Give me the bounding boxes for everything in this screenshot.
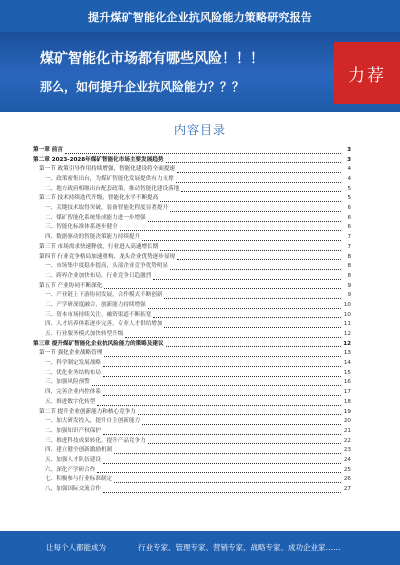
toc-leader-dots [170, 269, 341, 270]
toc-page-number: 27 [343, 486, 351, 493]
toc-entry[interactable] [33, 233, 351, 243]
toc-page-number: 14 [343, 360, 351, 367]
toc-page-number: 7 [347, 243, 351, 250]
banner-question-capability: 那么，如何提升企业抗风险能力？？？ [40, 80, 245, 94]
toc-leader-dots [103, 366, 341, 367]
toc-entry[interactable] [33, 262, 351, 272]
toc-entry-text: 一、市场集中度稳步提高，头部企业竞争优势明显 [45, 263, 169, 270]
toc-leader-dots [160, 201, 341, 202]
toc-title: 内容目录 [173, 123, 226, 137]
toc-page-number: 11 [343, 321, 351, 328]
toc-entry[interactable] [33, 427, 351, 437]
toc-entry[interactable] [33, 243, 351, 253]
toc-entry-text: 第二节 提升企业创新能力和核心竞争力 [39, 408, 136, 415]
toc-entry-text: 四、人才培养体系逐步完善，专业人才供给增加 [45, 321, 163, 328]
toc-entry[interactable] [33, 185, 351, 195]
toc-page-number: 3 [347, 146, 351, 153]
toc-entry-text: 六、深化产学研合作 [45, 466, 96, 473]
toc-entry-text: 第三章 提升煤矿智能化企业抗风险能力的策略及建议 [33, 340, 164, 347]
toc-page-number: 5 [347, 195, 351, 202]
toc-entry[interactable] [33, 291, 351, 301]
toc-entry-text: 一、科学制定发展战略 [45, 360, 101, 367]
toc-leader-dots [97, 472, 341, 473]
toc-entry-text: 第四节 行业竞争格局加速重构，龙头企业优势逐步显现 [39, 253, 176, 260]
toc-leader-dots [142, 240, 341, 241]
toc-entry-text: 二、地方政府相继出台配套政策，推动智能化建设落地 [45, 185, 180, 192]
toc-page-number: 24 [343, 456, 351, 463]
toc-leader-dots [103, 395, 341, 396]
toc-page-number: 4 [347, 176, 351, 183]
toc-page-number: 17 [343, 389, 351, 396]
toc-entry[interactable] [33, 349, 351, 359]
toc-entry[interactable] [33, 456, 351, 466]
toc-page-number: 18 [343, 398, 351, 405]
toc-entry[interactable] [33, 156, 351, 166]
toc-leader-dots [177, 259, 341, 260]
toc-leader-dots [148, 221, 341, 222]
toc-entry-text: 八、加强国际交流合作 [45, 486, 101, 493]
toc-entry-text: 三、加强风险预警 [45, 379, 90, 386]
toc-entry-text: 四、数据驱动的智能决策能力持续提升 [45, 234, 141, 241]
toc-leader-dots [142, 424, 341, 425]
toc-page-number: 22 [343, 437, 351, 444]
toc-page-number: 12 [343, 331, 351, 338]
toc-leader-dots [166, 346, 341, 347]
toc-entry-text: 二、煤矿智能化系统集成能力进一步增强 [45, 214, 146, 221]
toc-entry[interactable] [33, 408, 351, 418]
toc-leader-dots [177, 172, 341, 173]
table-of-contents [33, 146, 351, 495]
toc-leader-dots [148, 443, 341, 444]
toc-entry-text: 一、加大研发投入，提升自主创新能力 [45, 418, 141, 425]
toc-entry-text: 七、积极参与行业标准制定 [45, 476, 113, 483]
toc-leader-dots [170, 211, 341, 212]
toc-entry-text: 一、关键技术取得突破，装备智能化程度显著提升 [45, 205, 169, 212]
toc-entry[interactable] [33, 282, 351, 292]
toc-leader-dots [120, 230, 341, 231]
toc-leader-dots [103, 376, 341, 377]
toc-leader-dots [153, 279, 341, 280]
toc-page-number: 7 [347, 234, 351, 241]
toc-entry[interactable] [33, 466, 351, 476]
toc-entry-text: 一、政策密集出台，为煤矿智能化发展提供有力支撑 [45, 176, 174, 183]
toc-entry[interactable] [33, 175, 351, 185]
toc-entry-text: 第三节 市场需求快速释放，行业进入高速增长期 [39, 243, 159, 250]
toc-entry[interactable] [33, 437, 351, 447]
toc-entry-text: 二、优化业务结构布局 [45, 369, 101, 376]
toc-entry[interactable] [33, 272, 351, 282]
toc-leader-dots [160, 250, 341, 251]
toc-page-number: 16 [343, 379, 351, 386]
toc-page-number: 25 [343, 466, 351, 473]
toc-page-number: 13 [343, 350, 351, 357]
toc-leader-dots [97, 405, 341, 406]
toc-leader-dots [176, 182, 341, 183]
footer-roles: 行业专家、管理专家、营销专家、战略专家、成功企业家…… [138, 543, 341, 552]
toc-leader-dots [103, 492, 341, 493]
toc-entry[interactable] [33, 340, 351, 350]
toc-leader-dots [164, 298, 341, 299]
toc-entry[interactable] [33, 204, 351, 214]
toc-entry-text: 一、产业链上下游协同发展，合作模式不断创新 [45, 292, 163, 299]
toc-page-number: 3 [347, 156, 351, 163]
toc-leader-dots [92, 385, 341, 386]
toc-page-number: 15 [343, 369, 351, 376]
toc-leader-dots [125, 337, 341, 338]
toc-entry-text: 三、资本市场持续关注，融资渠道不断拓宽 [45, 311, 152, 318]
toc-page-number: 12 [343, 340, 351, 347]
toc-entry[interactable] [33, 194, 351, 204]
toc-entry[interactable] [33, 369, 351, 379]
toc-entry-text: 第二章 2023-2028年煤矿智能化市场主要发展趋势 [33, 156, 164, 163]
toc-entry-text: 第一节 强化企业战略管理 [39, 350, 103, 357]
toc-entry-text: 五、推进数字化转型 [45, 398, 96, 405]
toc-leader-dots [164, 327, 341, 328]
report-header-bar [0, 0, 400, 32]
toc-entry[interactable] [33, 446, 351, 456]
toc-leader-dots [103, 463, 341, 464]
toc-page-number: 9 [347, 282, 351, 289]
toc-entry[interactable] [33, 214, 351, 224]
toc-leader-dots [148, 308, 341, 309]
toc-page-number: 23 [343, 447, 351, 454]
toc-entry-text: 二、加强知识产权保护 [45, 427, 101, 434]
toc-entry[interactable] [33, 417, 351, 427]
footer-slogan: 让每个人都能成为 [46, 543, 106, 552]
toc-entry-text: 第一章 前言 [33, 146, 63, 153]
toc-entry[interactable] [33, 388, 351, 398]
toc-page-number: 8 [347, 272, 351, 279]
toc-entry[interactable] [33, 398, 351, 408]
toc-leader-dots [138, 414, 341, 415]
toc-entry[interactable] [33, 301, 351, 311]
toc-leader-dots [114, 453, 341, 454]
toc-page-number: 26 [343, 476, 351, 483]
toc-entry[interactable] [33, 253, 351, 263]
toc-page-number: 20 [343, 418, 351, 425]
toc-page-number: 19 [343, 408, 351, 415]
toc-entry-text: 五、加强人才队伍建设 [45, 456, 101, 463]
toc-entry[interactable] [33, 165, 351, 175]
toc-entry-text: 四、完善企业内控体系 [45, 389, 101, 396]
toc-entry[interactable] [33, 224, 351, 234]
toc-page-number: 6 [347, 224, 351, 231]
toc-leader-dots [103, 434, 341, 435]
toc-page-number: 10 [343, 301, 351, 308]
toc-entry[interactable] [33, 475, 351, 485]
toc-page-number: 8 [347, 263, 351, 270]
toc-entry-text: 第二节 技术持续迭代升级，智能化水平不断提高 [39, 195, 159, 202]
toc-page-number: 6 [347, 214, 351, 221]
toc-entry-text: 二、产学研深度融合，创新能力持续增强 [45, 301, 146, 308]
recommend-badge: 力荐 [334, 42, 400, 104]
toc-leader-dots [104, 356, 341, 357]
toc-entry[interactable] [33, 485, 351, 495]
toc-entry-text: 三、推进科技成果转化，提升产品竞争力 [45, 437, 146, 444]
toc-page-number: 9 [347, 292, 351, 299]
toc-entry[interactable] [33, 146, 351, 156]
toc-entry[interactable] [33, 379, 351, 389]
toc-entry[interactable] [33, 311, 351, 321]
footer-bar [0, 531, 400, 565]
toc-entry[interactable] [33, 320, 351, 330]
toc-leader-dots [181, 191, 341, 192]
toc-entry-text: 二、跨界企业加快布局，行业竞争日趋激烈 [45, 272, 152, 279]
toc-leader-dots [153, 317, 341, 318]
toc-leader-dots [114, 482, 341, 483]
toc-page-number: 8 [347, 253, 351, 260]
toc-entry[interactable] [33, 330, 351, 340]
toc-page-number: 6 [347, 205, 351, 212]
toc-leader-dots [166, 162, 341, 163]
toc-page-number: 10 [343, 311, 351, 318]
toc-page-number: 4 [347, 166, 351, 173]
toc-entry-text: 第五节 产业协同不断深化 [39, 282, 103, 289]
toc-page-number: 5 [347, 185, 351, 192]
toc-entry-text: 第一节 政策引导作用持续增强，智能化建设将全面提速 [39, 166, 176, 173]
banner-question-risks: 煤矿智能化市场都有哪些风险！！！ [40, 51, 264, 67]
toc-entry[interactable] [33, 359, 351, 369]
toc-leader-dots [104, 288, 341, 289]
toc-entry-text: 四、建立健全创新激励机制 [45, 447, 113, 454]
toc-entry-text: 五、行业服务模式加快转型升级 [45, 331, 124, 338]
toc-entry-text: 三、智能化标准体系逐步健全 [45, 224, 118, 231]
toc-page-number: 21 [343, 427, 351, 434]
report-title: 提升煤矿智能化企业抗风险能力策略研究报告 [88, 11, 312, 24]
toc-leader-dots [65, 153, 341, 154]
